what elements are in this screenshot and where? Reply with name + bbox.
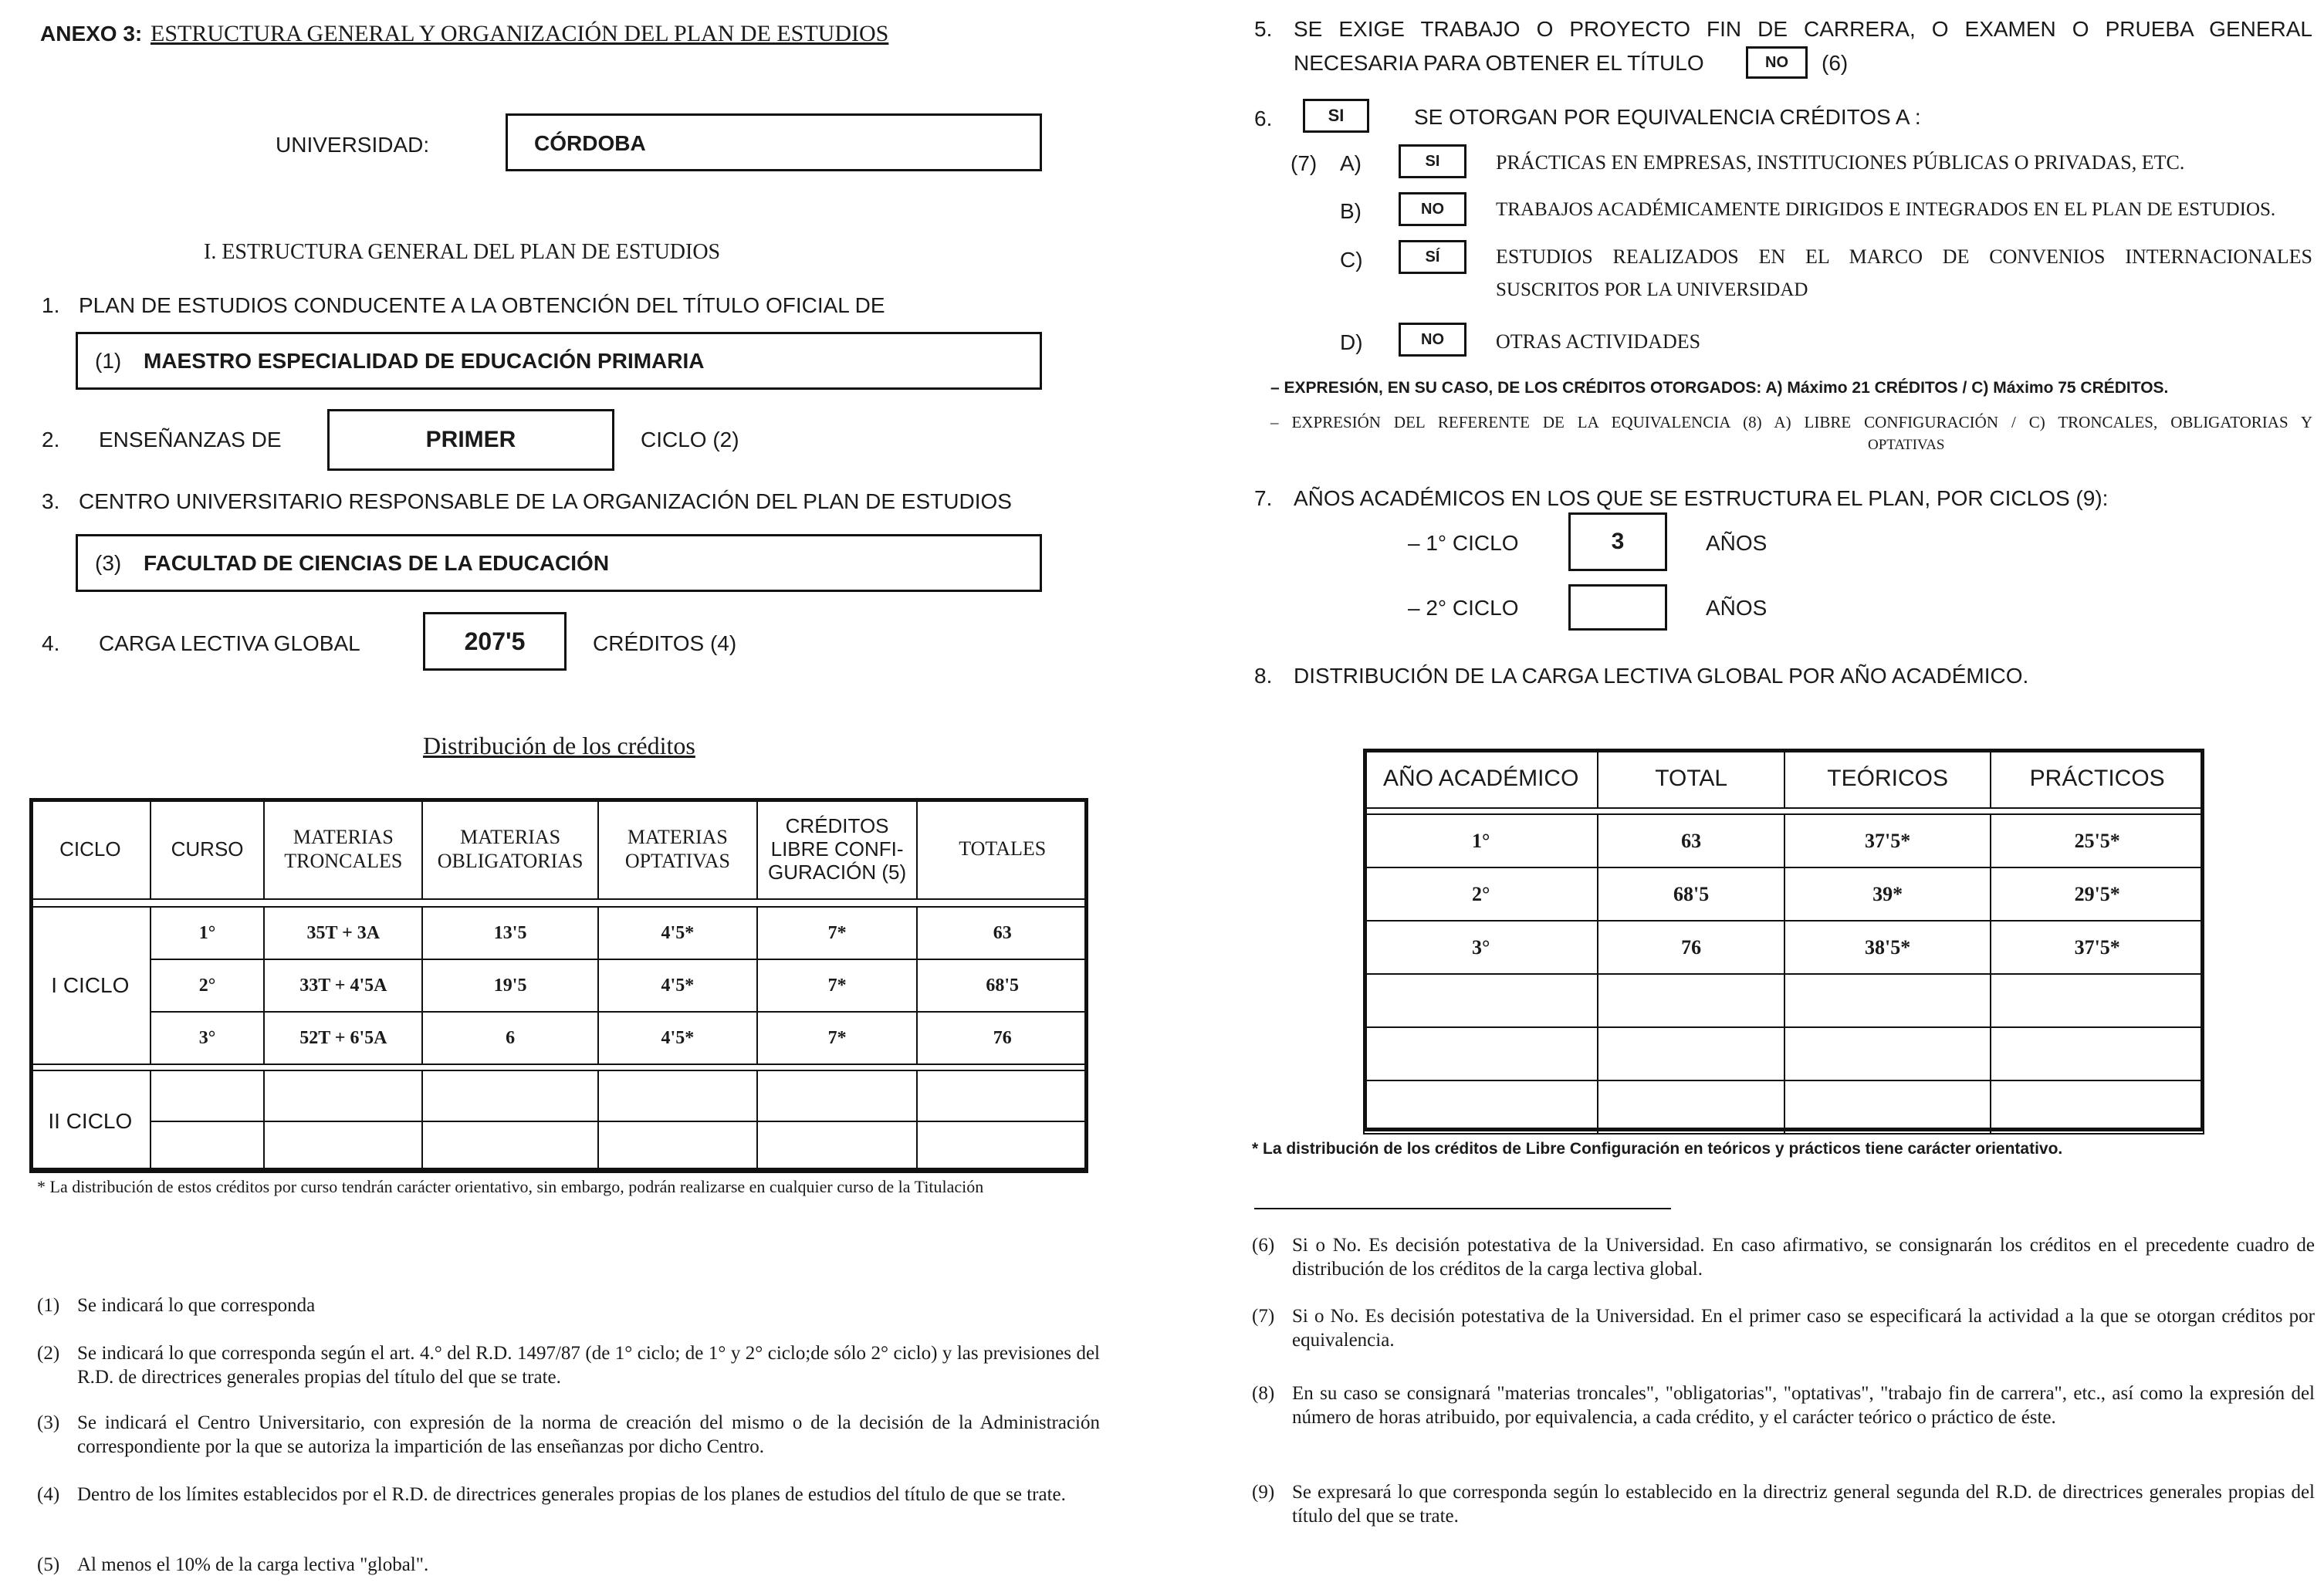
header-theory: TEÓRICOS — [1784, 749, 1991, 808]
annex-title: ESTRUCTURA GENERAL Y ORGANIZACIÓN DEL PLAN DE ESTUDIOS — [151, 21, 889, 46]
item7-number: 7. — [1254, 486, 1273, 510]
option-c-letter: C) — [1340, 248, 1363, 272]
table-row — [1364, 867, 2204, 921]
note-9 — [1252, 1480, 2317, 1530]
cell-practice: 25'5* — [1991, 814, 2204, 867]
header-spacer — [30, 899, 1088, 907]
note-8 — [1252, 1381, 2317, 1456]
item1-text: PLAN DE ESTUDIOS CONDUCENTE A LA OBTENCIÓN DEL TÍTULO OFICIAL DE — [79, 293, 885, 317]
empty-cell — [757, 1070, 918, 1121]
note-number: (7) — [1252, 1306, 1275, 1327]
cycle-2-years-unit: AÑOS — [1706, 596, 1768, 620]
cell-practice — [1991, 1080, 2204, 1134]
empty-cell — [757, 1121, 918, 1172]
row-optativas: 4'5* — [598, 907, 757, 959]
header-total: TOTAL — [1598, 749, 1784, 808]
cell-practice — [1991, 1027, 2204, 1080]
credits-header-row — [30, 799, 1088, 899]
header-line: LIBRE CONFI- — [770, 837, 904, 861]
item4-suffix: CRÉDITOS (4) — [593, 631, 737, 655]
row-totales: 63 — [917, 907, 1088, 959]
row-troncales: 35T + 3A — [264, 907, 422, 959]
cell-practice: 37'5* — [1991, 921, 2204, 974]
header-academic-year: AÑO ACADÉMICO — [1364, 749, 1598, 808]
cell-year: 2° — [1364, 867, 1598, 921]
item8-number: 8. — [1254, 664, 1273, 688]
option-c-text-2: SUSCRITOS POR LA UNIVERSIDAD — [1496, 279, 1808, 300]
header-line: OBLIGATORIAS — [437, 850, 584, 872]
empty-cell — [151, 1121, 265, 1172]
header-curso — [151, 799, 265, 899]
item3-number: 3. — [42, 489, 60, 513]
header-line: MATERIAS — [293, 826, 394, 848]
footnote-separator — [1254, 1208, 1671, 1209]
option-d-box: NO — [1399, 323, 1466, 357]
note-3 — [37, 1411, 1102, 1460]
table-row — [1364, 921, 2204, 974]
note-text: Se indicará el Centro Universitario, con expresión de la norma de creación del mismo o de la decisión de la Administración correspondiente por la que se autoriza la impartición de las enseñanzas por dicho Centro. — [77, 1412, 1100, 1457]
empty-cell — [917, 1070, 1088, 1121]
option-a-box: SI — [1399, 144, 1466, 178]
note-text: Si o No. Es decisión potestativa de la Universidad. En caso afirmativo, se consignarán los créditos en el precedente cuadro de distribución de los créditos de la carga lectiva global. — [1292, 1235, 2315, 1280]
cell-theory: 37'5* — [1784, 814, 1991, 867]
header-line: GURACIÓN (5) — [768, 861, 907, 884]
cell-total — [1598, 1027, 1784, 1080]
header-spacer — [1364, 808, 2204, 814]
row-curso: 1° — [151, 907, 265, 959]
item6-text: SE OTORGAN POR EQUIVALENCIA CRÉDITOS A : — [1414, 105, 1921, 129]
cell-theory: 39* — [1784, 867, 1991, 921]
header-line: CICLO — [59, 837, 121, 861]
center-value: FACULTAD DE CIENCIAS DE LA EDUCACIÓN — [144, 551, 610, 575]
table-row — [30, 959, 1088, 1012]
cycle-box: PRIMER — [327, 409, 614, 471]
cycle-2-label: II CICLO — [30, 1070, 151, 1172]
row-optativas: 4'5* — [598, 959, 757, 1012]
degree-title-value: MAESTRO ESPECIALIDAD DE EDUCACIÓN PRIMARIA — [144, 349, 705, 373]
row-curso: 2° — [151, 959, 265, 1012]
cycle-1-years-box: 3 — [1568, 512, 1667, 571]
option-d-letter: D) — [1340, 330, 1363, 354]
item5-line1: SE EXIGE TRABAJO O PROYECTO FIN DE CARRERA, O EXAMEN O PRUEBA GENERAL — [1294, 17, 2312, 41]
option-c-box: SÍ — [1399, 240, 1466, 274]
note-text: Si o No. Es decisión potestativa de la Universidad. En el primer caso se especificará la actividad a la que se otorgan créditos por equivalencia. — [1292, 1306, 2315, 1351]
table-row — [30, 1012, 1088, 1064]
empty-cell — [422, 1070, 598, 1121]
cell-theory: 38'5* — [1784, 921, 1991, 974]
note-1 — [37, 1293, 1102, 1320]
cycle-2-years-label: – 2° CICLO — [1408, 596, 1519, 620]
row-totales: 68'5 — [917, 959, 1088, 1012]
note-text: Se indicará lo que corresponda — [77, 1295, 316, 1316]
item2-number: 2. — [42, 428, 60, 451]
header-totales — [917, 799, 1088, 899]
empty-cell — [422, 1121, 598, 1172]
header-line: MATERIAS — [460, 826, 561, 848]
header-obligatorias — [422, 799, 598, 899]
row-obligatorias: 13'5 — [422, 907, 598, 959]
note-7 — [1252, 1304, 2317, 1354]
row-curso: 3° — [151, 1012, 265, 1064]
cell-year — [1364, 1027, 1598, 1080]
item3-text: CENTRO UNIVERSITARIO RESPONSABLE DE LA ORGANIZACIÓN DEL PLAN DE ESTUDIOS — [79, 489, 1012, 513]
equivalence-box: SI — [1303, 99, 1369, 133]
note-5 — [37, 1553, 1102, 1579]
center-ref: (3) — [95, 551, 122, 575]
table-row — [1364, 814, 2204, 867]
item2-label: ENSEÑANZAS DE — [99, 428, 282, 451]
header-ciclo — [30, 799, 151, 899]
note-text: Al menos el 10% de la carga lectiva "global". — [77, 1554, 429, 1575]
header-optativas — [598, 799, 757, 899]
row-troncales: 33T + 4'5A — [264, 959, 422, 1012]
row-spacer — [30, 1064, 1088, 1070]
academic-table-footnote: * La distribución de los créditos de Libre Configuración en teóricos y prácticos tiene carácter orientativo. — [1252, 1140, 2063, 1158]
item6-number: 6. — [1254, 107, 1273, 130]
header-practice: PRÁCTICOS — [1991, 749, 2204, 808]
equivalence-referent-line1: – EXPRESIÓN DEL REFERENTE DE LA EQUIVALENCIA (8) A) LIBRE CONFIGURACIÓN / C) TRONCALES, OBLIGATORIAS Y — [1270, 413, 2312, 431]
note-4 — [37, 1483, 1102, 1532]
cell-practice: 29'5* — [1991, 867, 2204, 921]
option-a-text: PRÁCTICAS EN EMPRESAS, INSTITUCIONES PÚBLICAS O PRIVADAS, ETC. — [1496, 151, 2185, 174]
note-number: (3) — [37, 1412, 60, 1433]
item2-suffix: CICLO (2) — [641, 428, 739, 451]
empty-cell — [264, 1121, 422, 1172]
cell-year: 1° — [1364, 814, 1598, 867]
header-line: OPTATIVAS — [624, 850, 730, 872]
credits-expression: – EXPRESIÓN, EN SU CASO, DE LOS CRÉDITOS OTORGADOS: A) Máximo 21 CRÉDITOS / C) Máximo 75 CRÉDITOS. — [1270, 379, 2169, 397]
item6-ref: (7) — [1291, 151, 1318, 175]
note-text: Se expresará lo que corresponda según lo establecido en la directriz general segunda del R.D. de directrices generales propias del título del que se trate. — [1292, 1482, 2315, 1527]
annex-prefix: ANEXO 3: — [40, 22, 143, 46]
table-row — [30, 907, 1088, 959]
header-line: MATERIAS — [627, 826, 728, 848]
option-a-letter: A) — [1340, 151, 1362, 175]
cell-total — [1598, 1080, 1784, 1134]
table-row — [1364, 974, 2204, 1027]
cell-practice — [1991, 974, 2204, 1027]
cell-theory — [1784, 1027, 1991, 1080]
row-libre: 7* — [757, 1012, 918, 1064]
center-box — [76, 534, 1042, 592]
empty-cell — [151, 1070, 265, 1121]
header-line: CRÉDITOS — [785, 814, 889, 837]
note-number: (6) — [1252, 1235, 1275, 1256]
annex-label — [40, 22, 142, 46]
academic-year-table — [1363, 749, 2204, 1131]
option-b-text: TRABAJOS ACADÉMICAMENTE DIRIGIDOS E INTEGRADOS EN EL PLAN DE ESTUDIOS. — [1496, 199, 2276, 220]
note-text: Dentro de los límites establecidos por el R.D. de directrices generales propias de los planes de estudios del título de que se trate. — [77, 1484, 1066, 1505]
option-c-text-1: ESTUDIOS REALIZADOS EN EL MARCO DE CONVENIOS INTERNACIONALES — [1496, 245, 2312, 268]
university-value: CÓRDOBA — [534, 131, 646, 155]
cell-total: 63 — [1598, 814, 1784, 867]
cell-total: 76 — [1598, 921, 1784, 974]
item1-number: 1. — [42, 293, 60, 317]
academic-year-grid — [1363, 749, 2204, 1135]
option-d-text: OTRAS ACTIVIDADES — [1496, 330, 1701, 353]
option-b-box: NO — [1399, 192, 1466, 226]
note-number: (5) — [37, 1554, 60, 1575]
item5-number: 5. — [1254, 17, 1273, 41]
header-line: TRONCALES — [284, 850, 403, 872]
item4-number: 4. — [42, 631, 60, 655]
note-number: (9) — [1252, 1482, 1275, 1503]
empty-cell — [917, 1121, 1088, 1172]
note-number: (1) — [37, 1295, 60, 1316]
cell-theory — [1784, 1080, 1991, 1134]
final-project-box: NO — [1746, 46, 1808, 79]
credits-table-grid — [29, 798, 1088, 1173]
degree-ref: (1) — [95, 349, 122, 373]
cell-year: 3° — [1364, 921, 1598, 974]
item5-ref: (6) — [1822, 51, 1849, 75]
note-number: (8) — [1252, 1383, 1275, 1404]
row-libre: 7* — [757, 907, 918, 959]
cycle-2-years-box — [1568, 584, 1667, 631]
item8-text: DISTRIBUCIÓN DE LA CARGA LECTIVA GLOBAL POR AÑO ACADÉMICO. — [1294, 664, 2029, 688]
section-title: I. ESTRUCTURA GENERAL DEL PLAN DE ESTUDIOS — [204, 240, 721, 264]
academic-header-row — [1364, 749, 2204, 808]
note-text: En su caso se consignará "materias troncales", "obligatorias", "optativas", "trabajo fin de carrera", etc., así como la expresión del número de horas atribuido, por equivalencia, a cada crédito, y el carácter teórico o práctico de éste. — [1292, 1383, 2315, 1428]
empty-cell — [264, 1070, 422, 1121]
item5-line2: NECESARIA PARA OBTENER EL TÍTULO — [1294, 51, 1704, 75]
credits-table-caption: Distribución de los créditos — [423, 732, 695, 759]
row-libre: 7* — [757, 959, 918, 1012]
header-line: CURSO — [171, 837, 244, 861]
cycle-1-years-label: – 1° CICLO — [1408, 531, 1519, 555]
table-row — [30, 1070, 1088, 1121]
row-obligatorias: 6 — [422, 1012, 598, 1064]
row-troncales: 52T + 6'5A — [264, 1012, 422, 1064]
note-2 — [37, 1341, 1102, 1391]
university-label: UNIVERSIDAD: — [276, 133, 430, 157]
item4-label: CARGA LECTIVA GLOBAL — [99, 631, 360, 655]
total-credits-box: 207'5 — [423, 612, 567, 671]
cell-year — [1364, 974, 1598, 1027]
credits-table — [29, 798, 1088, 1172]
table-row — [30, 1121, 1088, 1172]
cell-total — [1598, 974, 1784, 1027]
equivalence-referent-line2: OPTATIVAS — [1868, 437, 1945, 453]
note-text: Se indicará lo que corresponda según el art. 4.° del R.D. 1497/87 (de 1° ciclo; de 1° y 2° ciclo;de sólo 2° ciclo) y las previsiones del R.D. de directrices generales propias del título del que se trate. — [77, 1343, 1100, 1388]
item7-text: AÑOS ACADÉMICOS EN LOS QUE SE ESTRUCTURA EL PLAN, POR CICLOS (9): — [1294, 486, 2109, 510]
degree-title-box — [76, 332, 1042, 390]
row-optativas: 4'5* — [598, 1012, 757, 1064]
row-totales: 76 — [917, 1012, 1088, 1064]
cell-theory — [1784, 974, 1991, 1027]
cycle-1-label: I CICLO — [30, 907, 151, 1064]
cycle-1-years-unit: AÑOS — [1706, 531, 1768, 555]
empty-cell — [598, 1121, 757, 1172]
row-obligatorias: 19'5 — [422, 959, 598, 1012]
credits-footnote: * La distribución de estos créditos por curso tendrán carácter orientativo, sin embargo, podrán realizarse en cualquier curso de la Titulación — [37, 1177, 984, 1196]
option-b-letter: B) — [1340, 199, 1362, 223]
header-line: TOTALES — [959, 837, 1047, 860]
note-6 — [1252, 1233, 2317, 1283]
note-number: (4) — [37, 1484, 60, 1505]
cell-total: 68'5 — [1598, 867, 1784, 921]
empty-cell — [598, 1070, 757, 1121]
note-number: (2) — [37, 1343, 60, 1364]
university-box — [506, 113, 1042, 171]
header-libre — [757, 799, 918, 899]
table-row — [1364, 1080, 2204, 1134]
table-row — [1364, 1027, 2204, 1080]
cell-year — [1364, 1080, 1598, 1134]
header-troncales — [264, 799, 422, 899]
